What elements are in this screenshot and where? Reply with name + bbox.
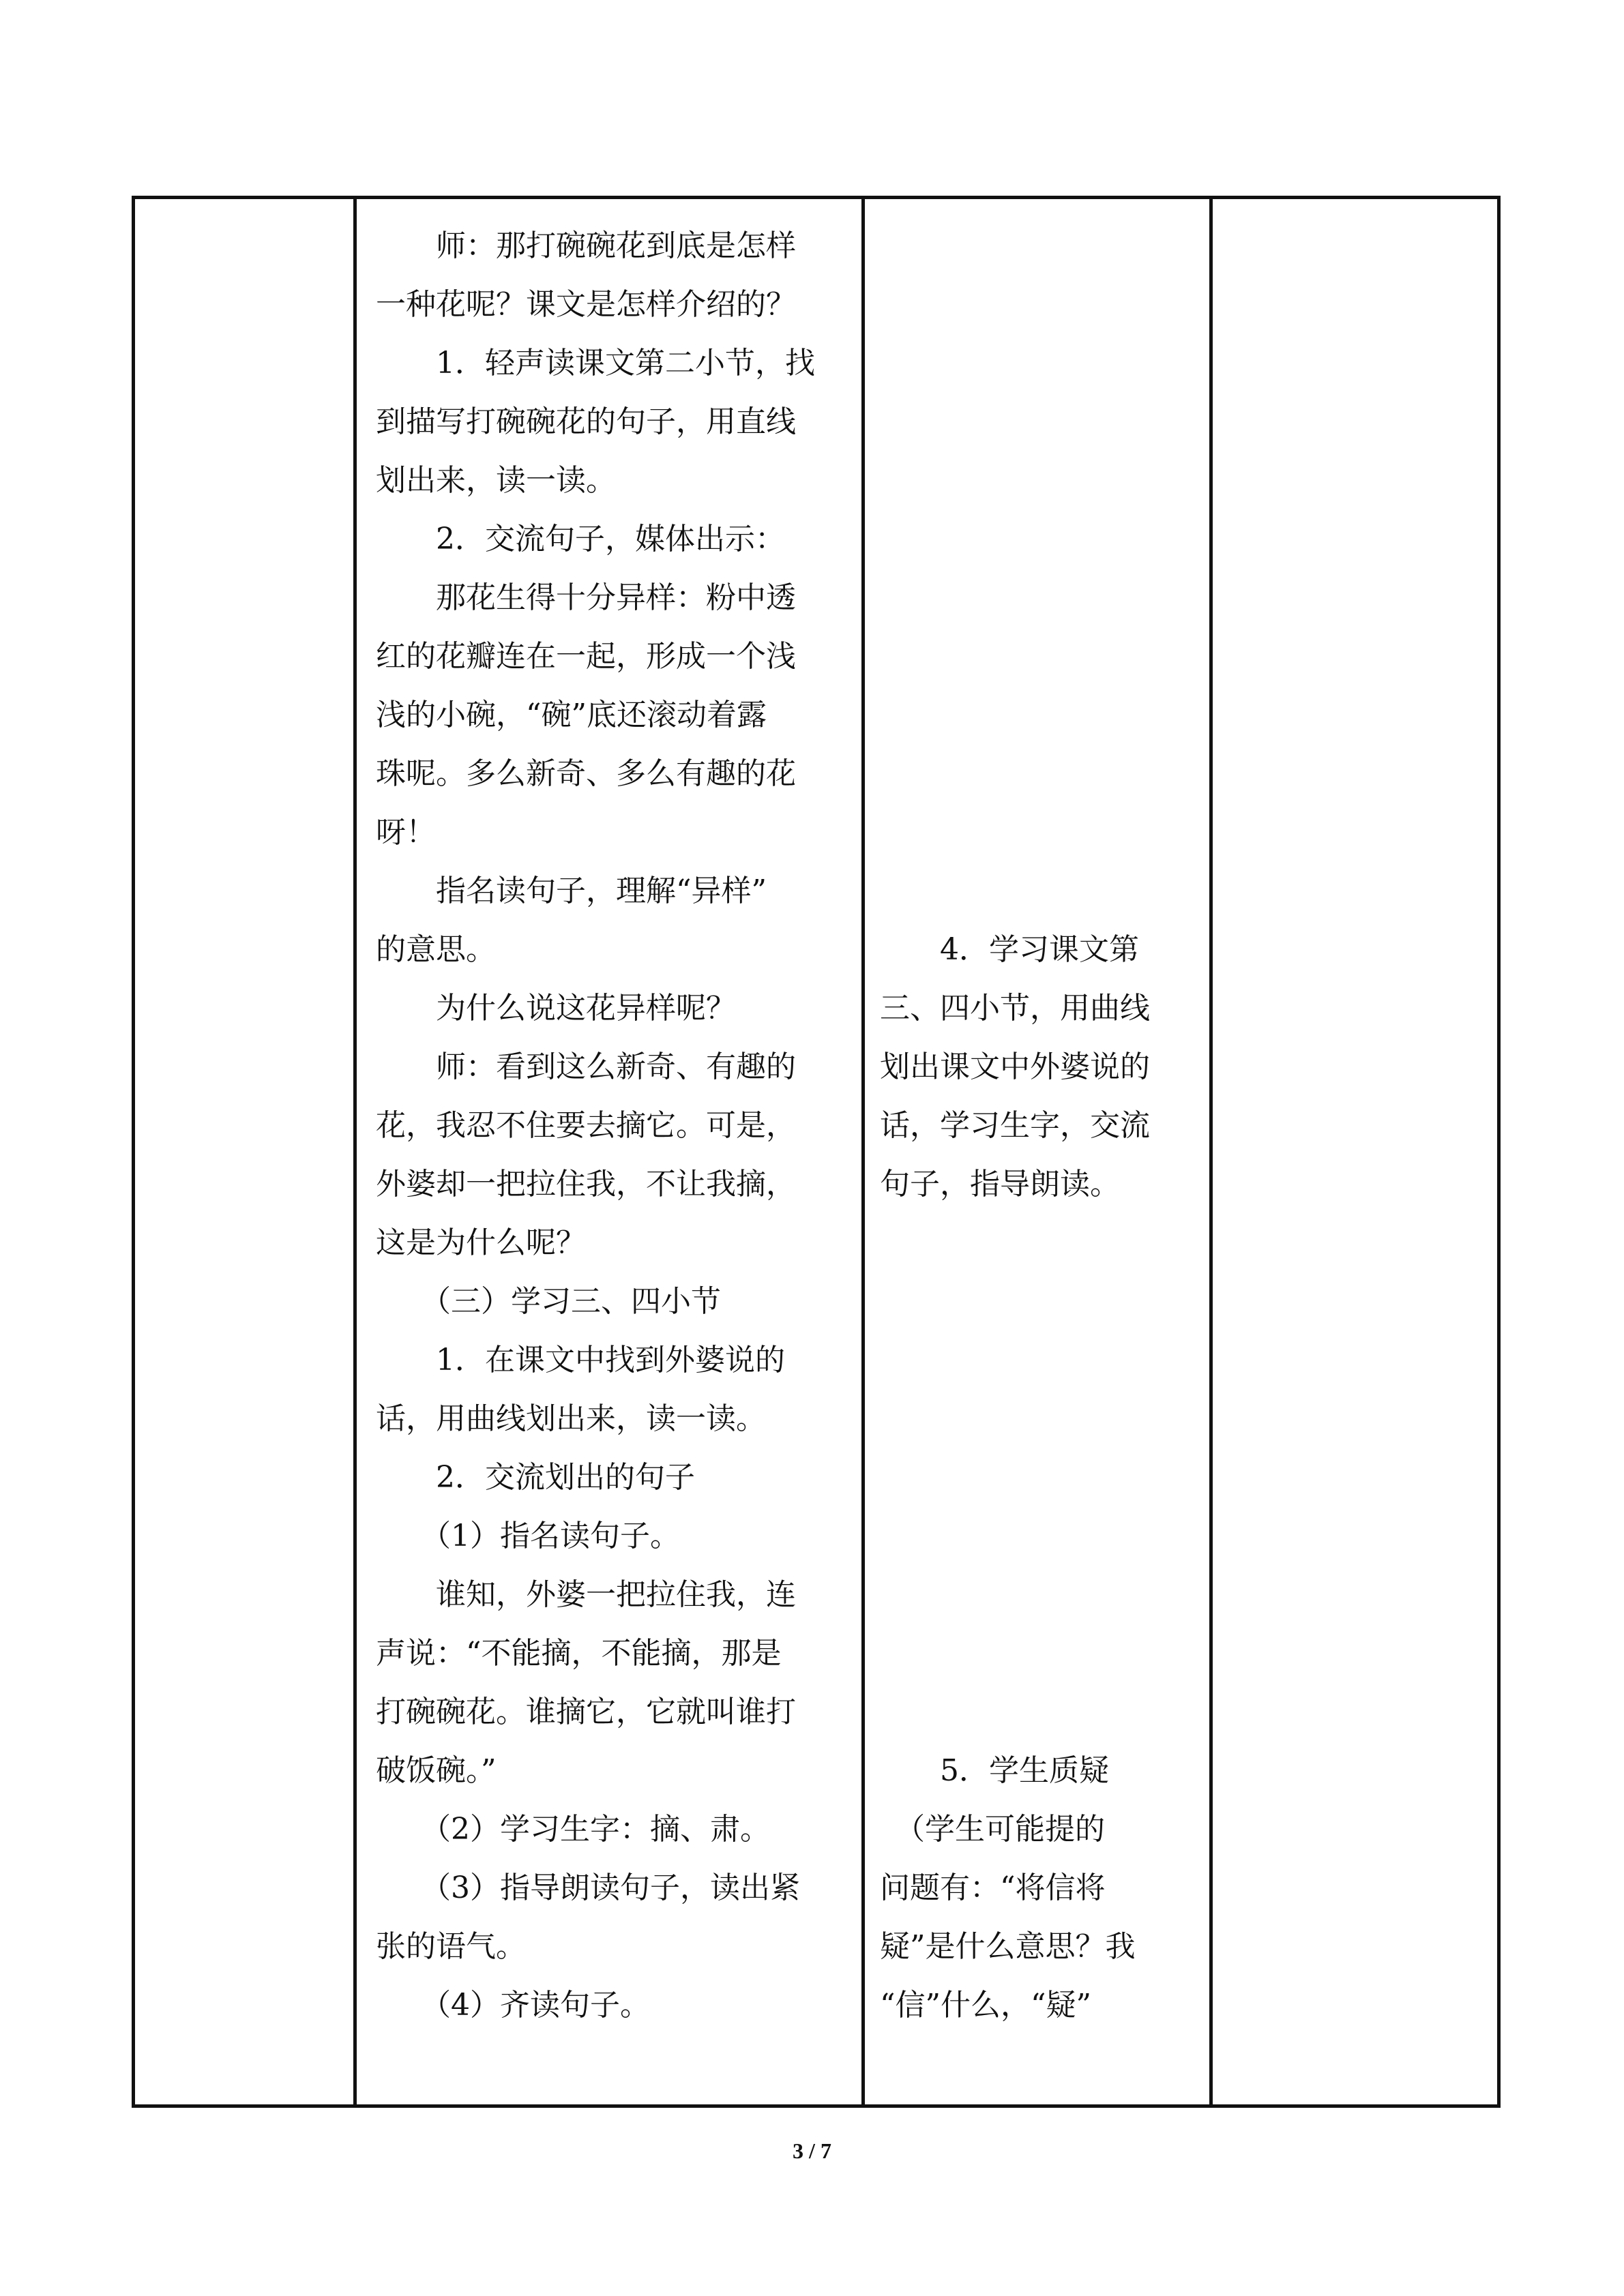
text-line: 师：看到这么新奇、有趣的 [376,1049,796,1084]
text-line: 张的语气。 [376,1929,526,1964]
text-line: 到描写打碗碗花的句子，用直线 [376,404,796,439]
blank-line [880,510,1193,569]
text-line: 2．交流句子，媒体出示： [376,522,785,556]
text-line: （4）齐读句子。 [376,1988,650,2023]
text-line: （学生可能提的 [880,1812,1105,1847]
text-line: （3）指导朗读句子，读出紧 [376,1870,800,1905]
text-line: 2．交流划出的句子 [376,1460,695,1495]
text-line: 一种花呢？课文是怎样介绍的？ [376,287,796,322]
table-cell-right-empty [1211,198,1499,2106]
table-cell-student-activity [863,198,1211,2106]
text-line: 的意思。 [376,932,496,967]
text-line: 1．在课文中找到外婆说的 [376,1343,785,1377]
text-line: 指名读句子，理解“异样” [376,874,767,908]
text-line: 划出来，读一读。 [376,463,616,498]
text-line: 话，学习生字，交流 [880,1108,1150,1143]
page-number: 3 / 7 [793,2138,831,2163]
blank-line [880,1507,1193,1566]
text-line: 话，用曲线划出来，读一读。 [376,1401,766,1436]
blank-line [880,217,1193,275]
text-line: 疑”是什么意思？我 [880,1929,1136,1964]
text-line: 1．轻声读课文第二小节，找 [376,346,815,381]
text-line: 谁知，外婆一把拉住我，连 [376,1577,796,1612]
table-cell-teaching-process [355,198,863,2106]
text-line: 划出课文中外婆说的 [880,1049,1150,1084]
text-line: 句子，指导朗读。 [880,1167,1120,1202]
blank-line [880,1683,1193,1742]
text-line: 为什么说这花异样呢？ [376,991,736,1026]
text-line: 破饭碗。” [376,1753,497,1788]
text-line: 珠呢。多么新奇、多么有趣的花 [376,756,796,791]
text-line: 三、四小节，用曲线 [880,991,1150,1026]
text-line: 声说：“不能摘，不能摘，那是 [376,1636,782,1671]
text-line: 这是为什么呢？ [376,1225,586,1260]
text-line: 外婆却一把拉住我，不让我摘， [376,1167,796,1202]
text-line: 花，我忍不住要去摘它。可是， [376,1108,796,1143]
text-line: 师：那打碗碗花到底是怎样 [376,228,796,263]
text-line: 问题有：“将信将 [880,1870,1106,1905]
text-line: 打碗碗花。谁摘它，它就叫谁打 [376,1695,796,1729]
blank-line [880,1624,1193,1683]
blank-line [880,334,1193,393]
text-line: 红的花瓣连在一起，形成一个浅 [376,639,796,674]
blank-line [880,862,1193,921]
text-line: 那花生得十分异样：粉中透 [376,580,796,615]
blank-line [880,451,1193,510]
text-line: 浅的小碗，“碗”底还滚动着露 [376,698,767,732]
blank-line [880,1390,1193,1448]
blank-line [880,275,1193,334]
lesson-plan-table [132,196,1501,2108]
blank-line [880,627,1193,686]
blank-line [880,1214,1193,1272]
blank-line [880,1272,1193,1331]
text-line: （三）学习三、四小节 [376,1284,721,1319]
text-line: （2）学习生字：摘、肃。 [376,1812,770,1847]
table-row [134,198,1499,2106]
blank-line [880,803,1193,862]
teaching-process-text [376,217,841,2035]
blank-line [880,686,1193,745]
text-line: 4．学习课文第 [880,932,1139,967]
text-line: 呀！ [376,815,436,850]
blank-line [880,393,1193,451]
student-activity-text [880,217,1193,2035]
blank-line [880,1331,1193,1390]
table-cell-left-empty [134,198,355,2106]
blank-line [880,1566,1193,1624]
text-line: “信”什么，“疑” [880,1988,1091,2023]
blank-line [880,1448,1193,1507]
blank-line [880,569,1193,627]
text-line: （1）指名读句子。 [376,1519,680,1553]
text-line: 5．学生质疑 [880,1753,1109,1788]
blank-line [880,745,1193,803]
